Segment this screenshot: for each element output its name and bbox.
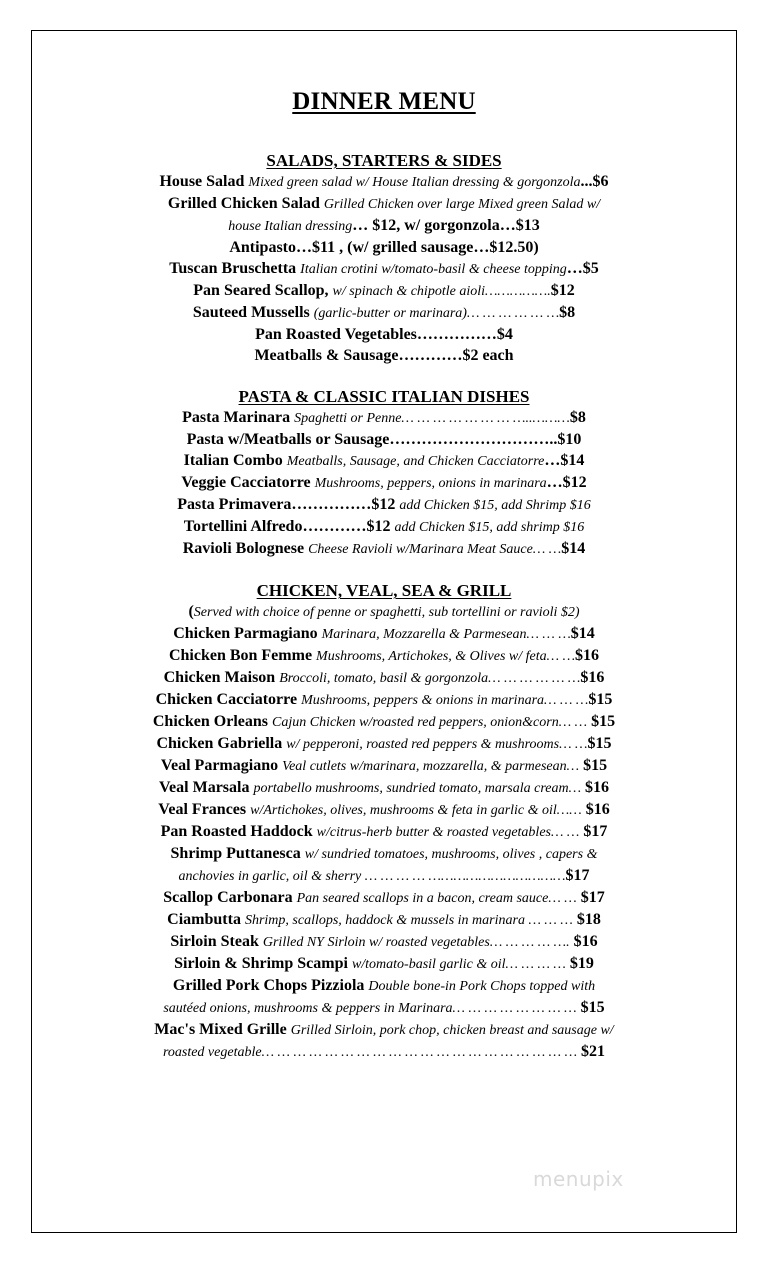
menu-item-line [60, 997, 708, 1019]
menu-item-line [60, 711, 708, 733]
menu-item-price: …$5 [566, 260, 599, 277]
menu-item-price: $16 [569, 933, 598, 950]
menu-item-name: House Salad [159, 173, 245, 190]
menu-item-description: Mushrooms, Artichokes, & Olives w/ feta… … [316, 649, 576, 664]
menu-item-line [60, 171, 708, 193]
menu-item-price: …$12 [546, 474, 587, 491]
menu-item-name: Grilled Pork Chops Pizziola [172, 977, 365, 994]
menu-item-description: Spaghetti or Penne… … … … … … … …..……… [294, 411, 570, 426]
menu-item-line [60, 494, 708, 516]
menu-item-line [60, 538, 708, 560]
menu-item-line [60, 237, 708, 258]
menu-item-name: Pan Roasted Vegetables……………$4 [255, 326, 513, 343]
watermark-logo: menupix [533, 1167, 624, 1191]
menu-item-price: $8 [569, 409, 586, 426]
menu-section [60, 580, 708, 1063]
menu-item-line [60, 975, 708, 997]
menu-item-name: Ciambutta [167, 911, 241, 928]
menu-item-name: Italian Combo [183, 452, 283, 469]
menu-item-line [60, 909, 708, 931]
menu-item-line [60, 407, 708, 429]
menu-item-name: Scallop Carbonara [163, 889, 293, 906]
menu-item-price: $14 [561, 540, 586, 557]
section-heading: CHICKEN, VEAL, SEA & GRILL [256, 581, 512, 600]
menu-item-price: …$14 [544, 452, 585, 469]
menu-item-description: roasted vegetable… … … … … … … … … … … … … … … … … … … … [162, 1045, 578, 1060]
menu-item-name: Ravioli Bolognese [182, 540, 305, 557]
menu-item-line [60, 821, 708, 843]
section-note [60, 601, 708, 623]
menu-item-price: $17 [565, 867, 590, 884]
menu-item-line [60, 931, 708, 953]
menu-item-name: Pan Seared Scallop, [193, 282, 329, 299]
menu-item-description: Grilled Chicken over large Mixed green Salad w/ [323, 197, 601, 212]
menu-item-name: Tortellini Alfredo…………$12 [183, 518, 391, 535]
menu-item-description: add Chicken $15, add Shrimp $16 [399, 498, 591, 513]
menu-item-price: $15 [587, 713, 616, 730]
menu-item-line [60, 777, 708, 799]
menu-item-price: $8 [559, 304, 576, 321]
menu-item-name: Tuscan Bruschetta [169, 260, 297, 277]
menu-item-line [60, 258, 708, 280]
menu-item-name: Chicken Bon Femme [168, 647, 313, 664]
menu-item-name: Sirloin Steak [170, 933, 259, 950]
menu-item-description: Grilled NY Sirloin w/ roasted vegetables… … … … …. [262, 935, 570, 950]
menu-item-description: Marinara, Mozzarella & Parmesean… … … [321, 627, 571, 642]
menu-item-price: $15 [587, 735, 612, 752]
menu-item-description: Shrimp, scallops, haddock & mussels in marinara … … … [244, 913, 573, 928]
menu-item-line [60, 472, 708, 494]
menu-item-price: $16 [581, 801, 610, 818]
menu-item-line [60, 1019, 708, 1041]
menu-item-description: w/ pepperoni, roasted red peppers & mushrooms… … [286, 737, 588, 752]
menu-item-description: w/tomato-basil garlic & oil… … … … [351, 957, 566, 972]
menu-item-line [60, 280, 708, 302]
menu-item-price: $16 [580, 669, 605, 686]
menu-item-line [60, 1041, 708, 1063]
menu-item-line [60, 302, 708, 324]
menu-item-description: Mushrooms, peppers, onions in marinara [314, 476, 547, 491]
menu-item-line [60, 450, 708, 472]
menu-item-name: Pasta Marinara [182, 409, 291, 426]
menu-item-description: w/citrus-herb butter & roasted vegetables… … [316, 825, 580, 840]
menu-item-name: Sauteed Mussells [192, 304, 310, 321]
menu-item-price: $15 [588, 691, 613, 708]
menu-item-name: Chicken Parmagiano [173, 625, 318, 642]
menu-item-description: Broccoli, tomato, basil & gorgonzola… … … … … … [279, 671, 581, 686]
menu-item-price: $15 [576, 999, 605, 1016]
menu-item-price: $18 [572, 911, 601, 928]
menu-item-description: house Italian dressing [228, 219, 353, 234]
menu-item-name: Veggie Cacciatorre [181, 474, 311, 491]
menu-item-name: Antipasto…$11 , (w/ grilled sausage…$12.50) [229, 239, 539, 256]
menu-item-description: sautéed onions, mushrooms & peppers in Marinara… … … … … … … … [163, 1001, 577, 1016]
menu-item-line [60, 324, 708, 345]
menu-item-line [60, 193, 708, 215]
menu-item-name: Veal Marsala [158, 779, 250, 796]
menu-title: DINNER MENU [292, 88, 476, 115]
menu-item-line [60, 799, 708, 821]
menu-item-name: Chicken Cacciatorre [155, 691, 298, 708]
menu-item-name: Meatballs & Sausage…………$2 each [254, 347, 514, 364]
menu-item-price: $12 [550, 282, 575, 299]
menu-item-description: Grilled Sirloin, pork chop, chicken breast and sausage w/ [290, 1023, 614, 1038]
menu-item-line [60, 215, 708, 237]
menu-item-line [60, 623, 708, 645]
menu-item-price: $17 [579, 823, 608, 840]
section-note-paren: ( [188, 603, 194, 620]
menu-item-price: … $12, w/ gorgonzola…$13 [352, 217, 540, 234]
menu-item-description: w/Artichokes, olives, mushrooms & feta in garlic & oil…… [250, 803, 582, 818]
menu-item-price: ...$6 [580, 173, 609, 190]
menu-item-price: $14 [570, 625, 595, 642]
menu-section [60, 386, 708, 560]
menu-item-line [60, 887, 708, 909]
section-heading: PASTA & CLASSIC ITALIAN DISHES [238, 387, 530, 406]
menu-item-line [60, 645, 708, 667]
menu-item-price: $16 [581, 779, 610, 796]
menu-item-name: Veal Parmagiano [160, 757, 279, 774]
menu-item-line [60, 865, 708, 887]
menu-item-description: w/ sundried tomatoes, mushrooms, olives , capers & [304, 847, 598, 862]
menu-section [60, 150, 708, 366]
menu-item-price: $21 [577, 1043, 606, 1060]
menu-item-name: Shrimp Puttanesca [170, 845, 301, 862]
menu-item-name: Mac's Mixed Grille [154, 1021, 287, 1038]
menu-item-name: Pasta Primavera……………$12 [177, 496, 396, 513]
menu-item-line [60, 516, 708, 538]
menu-item-description: portabello mushrooms, sundried tomato, marsala cream… [253, 781, 582, 796]
menu-item-description: Mixed green salad w/ House Italian dressing & gorgonzola [248, 175, 581, 190]
menu-item-line [60, 689, 708, 711]
menu-item-description: Cajun Chicken w/roasted red peppers, onion&corn… … [272, 715, 588, 730]
section-heading: SALADS, STARTERS & SIDES [266, 151, 502, 170]
menu-item-description: w/ spinach & chipotle aioli……………. [332, 284, 551, 299]
menu-item-name: Grilled Chicken Salad [167, 195, 320, 212]
menu-item-description: Italian crotini w/tomato-basil & cheese topping [300, 262, 567, 277]
menu-item-line [60, 953, 708, 975]
menu-item-name: Veal Frances [158, 801, 247, 818]
menu-item-line [60, 345, 708, 366]
menu-item-description: anchovies in garlic, oil & sherry … … … … …………………………… [178, 869, 566, 884]
section-note-text: Served with choice of penne or spaghetti, sub tortellini or ravioli $2) [193, 605, 580, 620]
menu-item-line [60, 667, 708, 689]
menu-item-description: Mushrooms, peppers & onions in marinara… … … [301, 693, 589, 708]
menu-item-description: add Chicken $15, add shrimp $16 [394, 520, 585, 535]
menu-item-price: $16 [575, 647, 600, 664]
menu-item-name: Chicken Gabriella [156, 735, 283, 752]
menu-item-line [60, 843, 708, 865]
menu-item-price: $17 [576, 889, 605, 906]
menu-item-name: Chicken Maison [163, 669, 276, 686]
menu-item-line [60, 755, 708, 777]
menu-item-description: Veal cutlets w/marinara, mozzarella, & parmesean… [282, 759, 580, 774]
menu-item-line [60, 733, 708, 755]
menu-item-description: Cheese Ravioli w/Marinara Meat Sauce… … [308, 542, 562, 557]
menu-item-line [60, 429, 708, 450]
menu-item-description: Meatballs, Sausage, and Chicken Cacciatorre [286, 454, 545, 469]
menu-body [60, 150, 708, 1083]
menu-item-name: Pasta w/Meatballs or Sausage…………………………..$10 [186, 431, 582, 448]
menu-item-description: Pan seared scallops in a bacon, cream sauce… … [296, 891, 577, 906]
menu-item-name: Chicken Orleans [152, 713, 268, 730]
menu-item-price: $19 [565, 955, 594, 972]
menu-item-price: $15 [579, 757, 608, 774]
menu-item-name: Pan Roasted Haddock [160, 823, 313, 840]
menu-item-description: Double bone-in Pork Chops topped with [368, 979, 596, 994]
menu-item-name: Sirloin & Shrimp Scampi [174, 955, 348, 972]
menu-item-description: (garlic-butter or marinara)… … … … … … [313, 306, 560, 321]
